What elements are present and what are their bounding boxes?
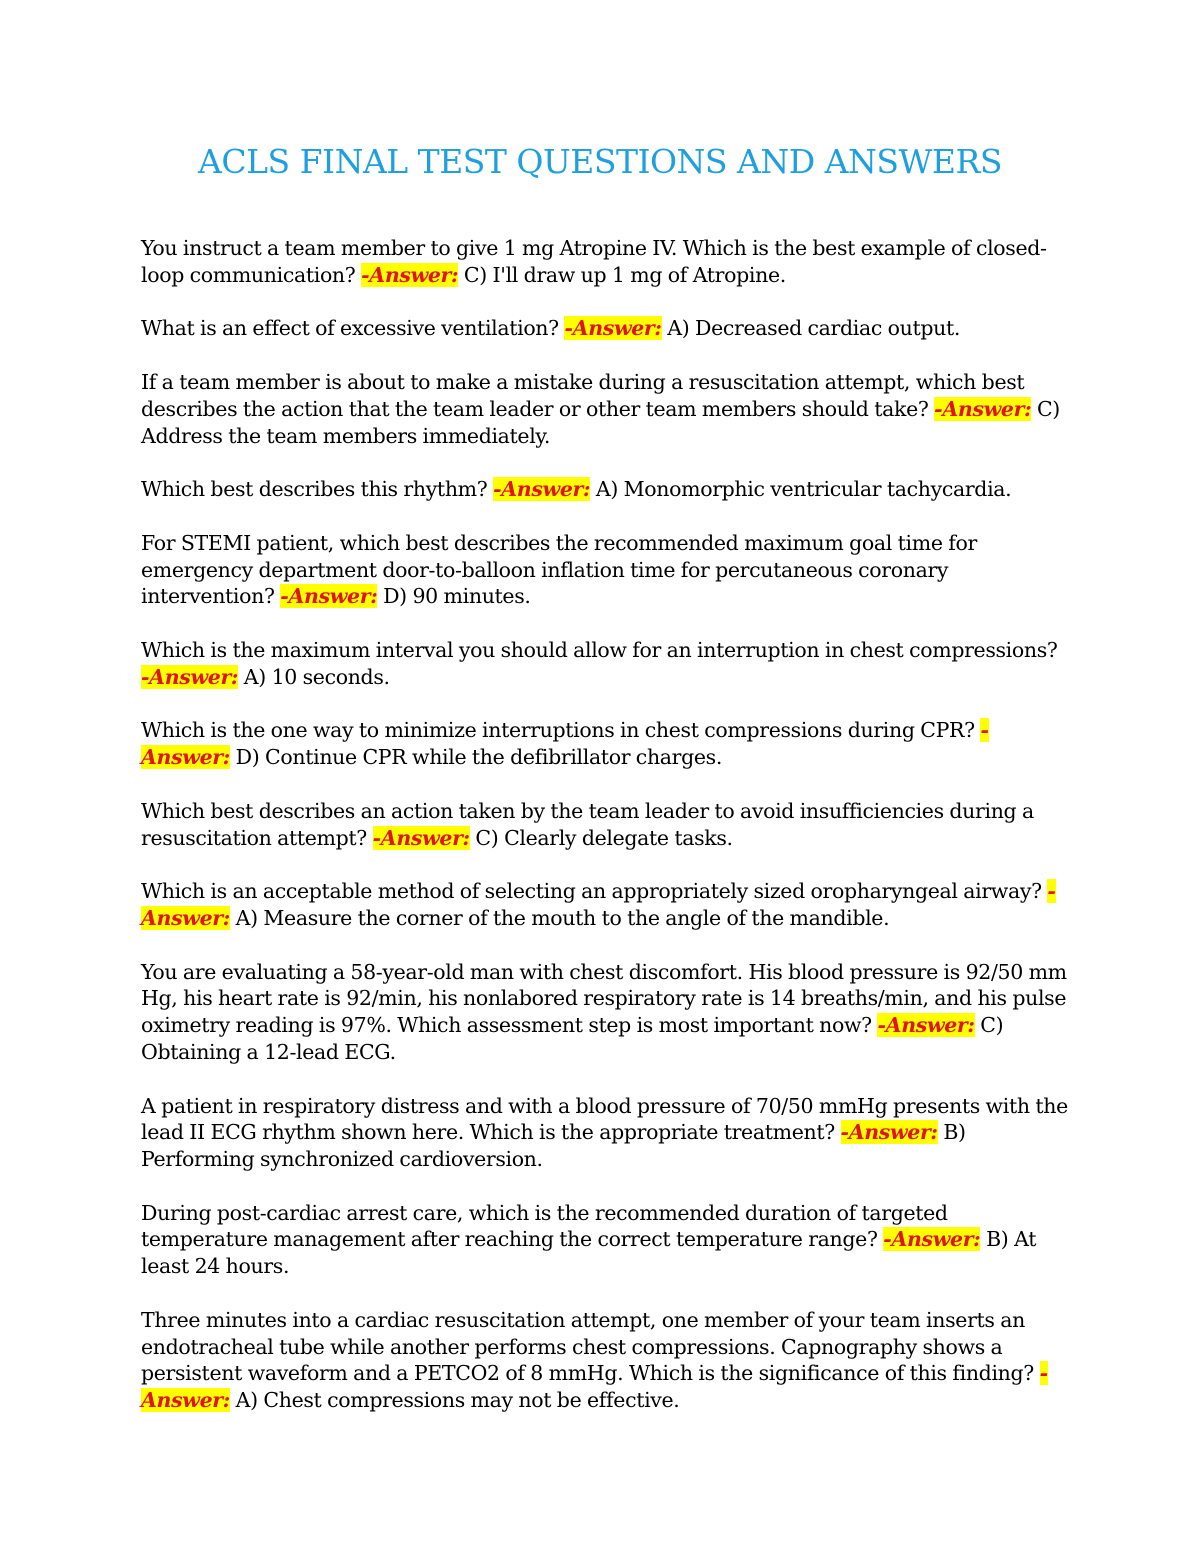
document-title: ACLS FINAL TEST QUESTIONS AND ANSWERS: [198, 142, 1002, 181]
question-text: Which is the maximum interval you should allow for an interruption in chest compressions?: [141, 637, 1058, 662]
qa-item: [141, 637, 1071, 691]
qa-list: [141, 235, 1071, 1441]
answer-label: -Answer:: [141, 664, 239, 689]
qa-item: [141, 369, 1071, 449]
answer-text: C) Address the team members immediately.: [141, 396, 1060, 448]
answer-label: -Answer:: [361, 262, 459, 287]
answer-text: A) Monomorphic ventricular tachycardia.: [595, 477, 1012, 502]
answer-label: -Answer:: [141, 1361, 1048, 1413]
qa-item: [141, 798, 1071, 852]
qa-item: [141, 878, 1071, 932]
question-text: You are evaluating a 58-year-old man with chest discomfort. His blood pressure is 92/50 mm Hg, his heart rate is 92/min, his nonlabored respiratory rate is 14 breaths/min, and his pulse oximetry reading is 97%. Which assessment step is most important now?: [141, 959, 1067, 1038]
answer-text: A) Decreased cardiac output.: [667, 316, 961, 341]
question-text: What is an effect of excessive ventilation?: [141, 316, 559, 341]
answer-text: A) 10 seconds.: [243, 664, 390, 689]
answer-text: B) At least 24 hours.: [141, 1227, 1037, 1279]
qa-item: [141, 1200, 1071, 1280]
answer-text: D) Continue CPR while the defibrillator charges.: [235, 745, 723, 770]
question-text: Three minutes into a cardiac resuscitation attempt, one member of your team inserts an endotracheal tube while another performs chest compressions. Capnography shows a persistent waveform and a PETCO2 of 8 mmHg. Which is the significance of this finding?: [141, 1307, 1034, 1386]
answer-label: -Answer:: [141, 879, 1056, 930]
answer-text: D) 90 minutes.: [383, 584, 531, 609]
answer-label: -Answer:: [372, 825, 470, 850]
answer-label: -Answer:: [564, 316, 662, 341]
answer-text: C) Obtaining a 12-lead ECG.: [141, 1013, 1004, 1064]
answer-text: A) Measure the corner of the mouth to the angle of the mandible.: [235, 905, 890, 930]
answer-text: A) Chest compressions may not be effective.: [235, 1388, 680, 1413]
question-text: A patient in respiratory distress and with a blood pressure of 70/50 mmHg presents with the lead II ECG rhythm shown here. Which is the appropriate treatment?: [141, 1093, 1068, 1145]
question-text: Which is the one way to minimize interruptions in chest compressions during CPR?: [141, 718, 975, 743]
answer-label: -Answer:: [877, 1013, 975, 1038]
qa-item: [141, 476, 1071, 503]
qa-item: [141, 315, 1071, 342]
question-text: Which best describes this rhythm?: [141, 477, 488, 502]
qa-item: [141, 717, 1071, 771]
question-text: For STEMI patient, which best describes the recommended maximum goal time for emergency department door-to-balloon inflation time for percutaneous coronary intervention?: [141, 530, 977, 609]
question-text: You instruct a team member to give 1 mg Atropine IV. Which is the best example of closed-loop communication?: [141, 236, 1047, 287]
answer-label: -Answer:: [280, 584, 378, 609]
qa-item: [141, 530, 1071, 610]
answer-text: B) Performing synchronized cardioversion.: [141, 1120, 966, 1172]
answer-text: C) I'll draw up 1 mg of Atropine.: [463, 262, 786, 287]
qa-item: [141, 1307, 1071, 1414]
answer-label: -Answer:: [141, 718, 989, 770]
question-text: During post-cardiac arrest care, which is the recommended duration of targeted temperature management after reaching the correct temperature range?: [141, 1200, 948, 1252]
question-text: Which best describes an action taken by the team leader to avoid insufficiencies during a resuscitation attempt?: [141, 798, 1034, 850]
answer-text: C) Clearly delegate tasks.: [475, 825, 733, 850]
qa-item: [141, 1093, 1071, 1173]
qa-item: [141, 959, 1071, 1066]
question-text: If a team member is about to make a mistake during a resuscitation attempt, which best describes the action that the team leader or other team members should take?: [141, 369, 1025, 421]
question-text: Which is an acceptable method of selecting an appropriately sized oropharyngeal airway?: [141, 879, 1042, 904]
qa-item: [141, 235, 1071, 289]
answer-label: -Answer:: [493, 477, 591, 502]
answer-label: -Answer:: [840, 1120, 938, 1145]
answer-label: -Answer:: [883, 1227, 981, 1252]
answer-label: -Answer:: [934, 396, 1032, 421]
